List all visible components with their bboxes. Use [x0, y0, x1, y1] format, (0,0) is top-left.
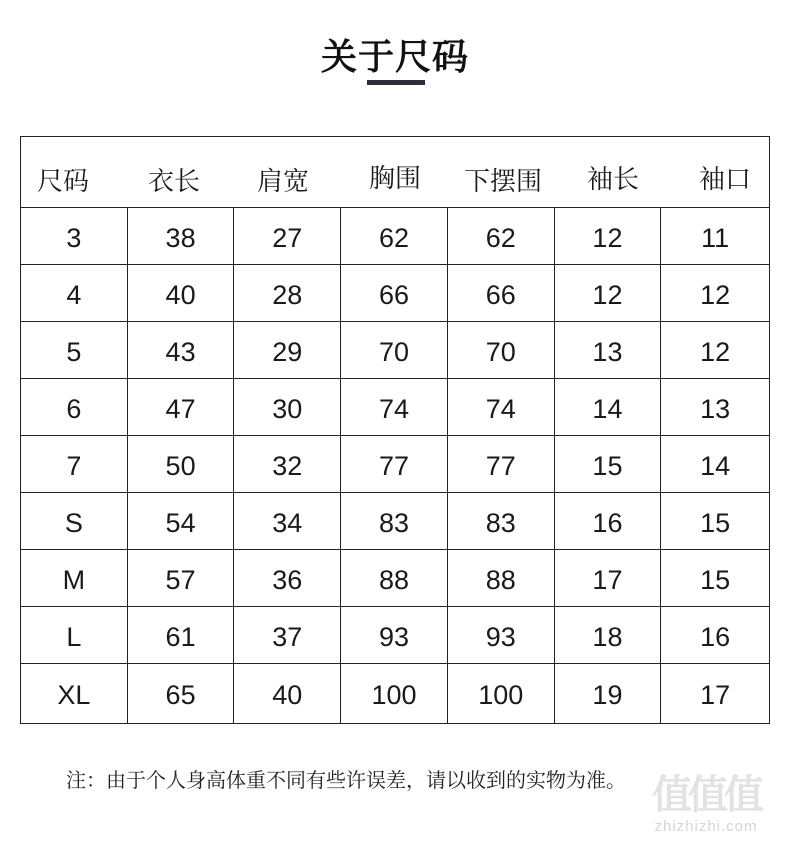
- cell-hem: 77: [448, 436, 555, 492]
- cell-hem: 62: [448, 208, 555, 264]
- cell-length: 47: [128, 379, 235, 435]
- cell-hem: 66: [448, 265, 555, 321]
- cell-cuff: 12: [700, 336, 731, 367]
- size-table: [20, 136, 770, 724]
- header-cell-hem: 下摆围: [464, 167, 543, 197]
- cell-cuff: 11: [701, 222, 730, 253]
- cell-size: 6: [21, 379, 128, 435]
- cell-shoulder: 27: [234, 208, 341, 264]
- header-cell-cuff: 袖口: [699, 165, 752, 195]
- table-row: [21, 322, 769, 379]
- cell-chest: 93: [341, 607, 448, 663]
- table-row: [21, 265, 769, 322]
- cell-sleeve-length: 14: [555, 379, 662, 435]
- cell-sleeve-length: 17: [555, 550, 662, 606]
- watermark: [636, 772, 776, 842]
- cell-shoulder: 29: [234, 322, 341, 378]
- cell-chest: 66: [341, 265, 448, 321]
- disclaimer-note: 注：由于个人身高体重不同有些许误差，请以收到的实物为准。: [66, 768, 626, 792]
- table-header-row: [21, 137, 769, 208]
- cell-chest: 70: [341, 322, 448, 378]
- cell-length: 43: [128, 322, 235, 378]
- cell-sleeve-length: 19: [555, 664, 662, 723]
- cell-length: 65: [128, 664, 235, 723]
- cell-sleeve-length: 18: [555, 607, 662, 663]
- cell-cuff: 15: [700, 564, 731, 595]
- table-row: [21, 379, 769, 436]
- cell-chest: 62: [341, 208, 448, 264]
- cell-shoulder: 40: [234, 664, 341, 723]
- watermark-text: zhizhizhi.com: [654, 818, 758, 835]
- cell-hem: 70: [448, 322, 555, 378]
- cell-length: 57: [128, 550, 235, 606]
- page-title: 关于尺码: [320, 37, 469, 78]
- cell-shoulder: 36: [234, 550, 341, 606]
- cell-sleeve-length: 15: [555, 436, 662, 492]
- header-cell-length: 衣长: [148, 167, 201, 197]
- cell-shoulder: 28: [234, 265, 341, 321]
- cell-cuff: 12: [700, 279, 731, 310]
- table-row: [21, 436, 769, 493]
- title-underline: [367, 80, 425, 85]
- cell-hem: 74: [448, 379, 555, 435]
- cell-chest: 74: [341, 379, 448, 435]
- table-row: [21, 664, 769, 723]
- table-row: [21, 607, 769, 664]
- watermark-logo: 值值值: [652, 772, 760, 818]
- cell-size: S: [21, 493, 128, 549]
- cell-length: 50: [128, 436, 235, 492]
- cell-sleeve-length: 12: [555, 208, 662, 264]
- header-cell-size: 尺码: [37, 167, 90, 197]
- cell-chest: 77: [341, 436, 448, 492]
- cell-size: 5: [21, 322, 128, 378]
- cell-chest: 83: [341, 493, 448, 549]
- cell-length: 54: [128, 493, 235, 549]
- cell-size: 7: [21, 436, 128, 492]
- cell-length: 61: [128, 607, 235, 663]
- cell-size: XL: [21, 664, 128, 723]
- cell-cuff: 13: [700, 393, 731, 424]
- cell-cuff: 16: [700, 621, 731, 652]
- cell-size: M: [21, 550, 128, 606]
- cell-size: 4: [21, 265, 128, 321]
- cell-shoulder: 32: [234, 436, 341, 492]
- header-cell-shoulder: 肩宽: [257, 167, 310, 197]
- cell-hem: 93: [448, 607, 555, 663]
- cell-size: L: [21, 607, 128, 663]
- cell-hem: 100: [448, 664, 555, 723]
- cell-sleeve-length: 12: [555, 265, 662, 321]
- cell-sleeve-length: 16: [555, 493, 662, 549]
- cell-length: 40: [128, 265, 235, 321]
- table-row: [21, 208, 769, 265]
- cell-cuff: 15: [700, 507, 731, 538]
- table-row: [21, 493, 769, 550]
- cell-hem: 88: [448, 550, 555, 606]
- table-row: [21, 550, 769, 607]
- cell-length: 38: [128, 208, 235, 264]
- cell-shoulder: 34: [234, 493, 341, 549]
- cell-chest: 100: [341, 664, 448, 723]
- cell-chest: 88: [341, 550, 448, 606]
- header-cell-chest: 胸围: [369, 164, 422, 194]
- cell-hem: 83: [448, 493, 555, 549]
- cell-sleeve-length: 13: [555, 322, 662, 378]
- cell-shoulder: 30: [234, 379, 341, 435]
- header-cell-sleeve-length: 袖长: [587, 165, 640, 195]
- cell-cuff: 14: [700, 450, 731, 481]
- cell-shoulder: 37: [234, 607, 341, 663]
- cell-size: 3: [21, 208, 128, 264]
- cell-cuff: 17: [700, 680, 731, 710]
